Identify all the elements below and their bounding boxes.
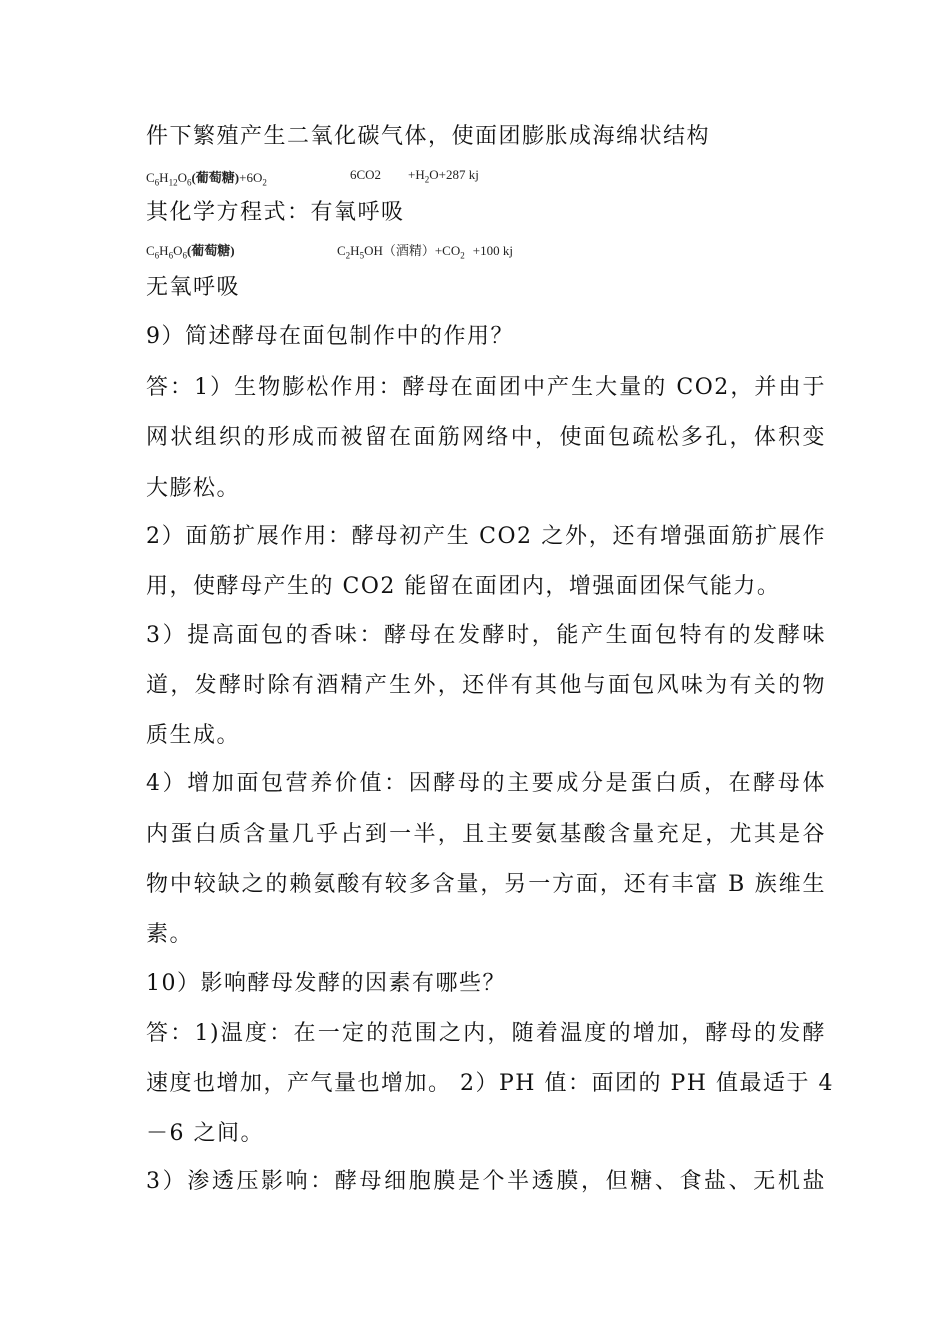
text-line: 物中较缺之的赖氨酸有较多含量，另一方面，还有丰富 B 族维生 [146,872,826,897]
formula-sub: 2 [345,250,351,261]
formula-sub: 2 [262,177,267,188]
text-line: 4）增加面包营养价值：因酵母的主要成分是蛋白质，在酵母体 [146,771,826,796]
text-line: 道，发酵时除有酒精产生外，还伴有其他与面包风味为有关的物 [146,673,826,698]
formula-text: O+287 kj [429,167,479,182]
text-line: 质生成。 [146,723,241,748]
text-line: 3）渗透压影响：酵母细胞膜是个半透膜，但糖、食盐、无机盐 [146,1169,826,1194]
question-10: 10）影响酵母发酵的因素有哪些？ [146,971,506,996]
formula-text: H [350,243,360,258]
text-line: 用，使酵母产生的 CO2 能留在面团内，增强面团保气能力。 [146,574,781,599]
formula-sub: 2 [424,174,430,185]
formula-text: O [177,170,187,185]
text-line: 大膨松。 [146,476,241,501]
text-line: 2）面筋扩展作用：酵母初产生 CO2 之外，还有增强面筋扩展作 [146,524,826,549]
text-line: 答：1）生物膨松作用：酵母在面团中产生大量的 CO2，并由于 [146,375,826,400]
formula-sub: 5 [359,250,365,261]
formula-text: +100 kj [472,243,513,258]
formula-sub: 6 [154,250,160,261]
formula-text: +6O [239,170,263,185]
text-line: 其化学方程式：有氧呼吸 [146,200,405,225]
formula-text: OH（酒精）+CO [364,243,461,258]
question-9: 9）简述酵母在面包制作中的作用？ [146,324,514,349]
text-line: 答：1)温度：在一定的范围之内，随着温度的增加，酵母的发酵 [146,1021,826,1046]
text-line: 3）提高面包的香味：酵母在发酵时，能产生面包特有的发酵味 [146,623,826,648]
formula-text: C [146,170,155,185]
formula-sub: 6 [154,177,160,188]
text-line: 内蛋白质含量几乎占到一半，且主要氨基酸含量充足，尤其是谷 [146,822,826,847]
text-line: －6 之间。 [146,1121,264,1146]
formula-text: (葡萄糖) [186,243,235,258]
formula-sub: 6 [168,250,174,261]
formula-text: C [146,243,155,258]
text-line: 素。 [146,922,194,947]
formula-sub: 6 [182,250,187,261]
formula-text: (葡萄糖) [191,170,240,185]
formula-sub: 6 [186,177,192,188]
formula-text: +H [408,167,425,182]
text-line: 速度也增加，产气量也增加。 2）PH 值：面团的 PH 值最适于 4 [146,1071,834,1096]
text-line: 无氧呼吸 [146,275,241,300]
formula-text: O [173,243,183,258]
formula-text: 6CO2 [350,167,382,182]
formula-text: H [159,170,169,185]
formula-text: C [337,243,346,258]
formula-text: H [159,243,169,258]
formula-sub: 12 [168,177,178,188]
formula-sub: 2 [460,250,465,261]
text-line: 网状组织的形成而被留在面筋网络中，使面包疏松多孔，体积变 [146,425,826,450]
text-line: 件下繁殖产生二氧化碳气体，使面团膨胀成海绵状结构 [146,124,711,149]
